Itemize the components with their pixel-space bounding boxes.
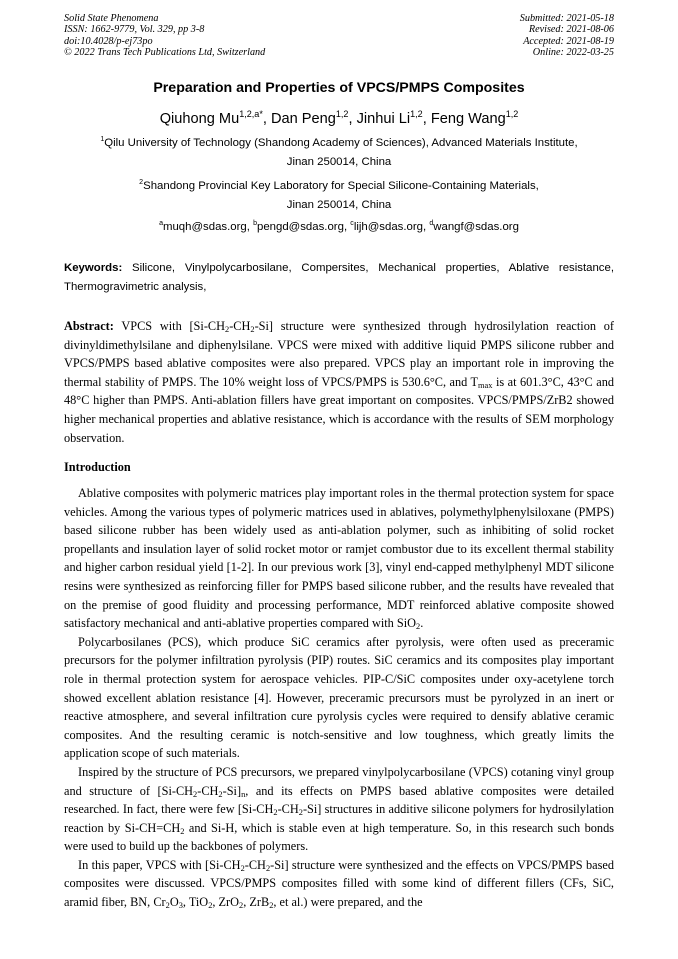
abstract-text: VPCS with $[Si-CH_2-CH_2-Si]$ structure were synthesized through hydrosilylation reaction of divinyldimethylsilane and diphenylsilane. VPCS were mixed with additive liquid PMPS silicone rubber and VPCS/PMPS based ablative composites were also prepared. VPCS play an important role in improving the thermal stability of PMPS. The 10% weight loss of VPCS/PMPS is 530.6°C, and $T_{max}$ is at 601.3°C, 43°C and 48°C higher than PMPS. Anti-ablation fillers have great important on composites. VPCS/PMPS/ZrB2 showed higher mechanical properties and ablative resistance, which is accordance with the results of SEM morphology observation. (64, 319, 614, 445)
author: Qiuhong $Mu^{1,2,a*}$, (159, 109, 271, 127)
author-sup: 1,2 (335, 109, 349, 120)
online-date: Online: 2022-03-25 (532, 46, 614, 58)
submitted-date: Submitted: 2021-05-18 (519, 13, 614, 24)
affiliation-city: Jinan 250014, China (286, 156, 392, 168)
keywords (64, 259, 614, 297)
affiliation-city: Jinan 250014, China (286, 199, 392, 211)
paragraph: Ablative composites with polymeric matrices play important roles in the thermal protection system for space vehicles. Among the various types of polymeric matrices used in ablatives, polymethylphenylsiloxane (PMPS) based silicone rubber has been widely used as anti-ablation polymer, such as inhibiting of solid rocket propellants and insulation layer of solid rocket motor or ramjet combustor due to its excellent thermal stability and higher carbon residual yield [1-2]. In our previous work [3], vinyl end-capped methylphenyl MDT silicone resins were synthesized as reinforcing filler for PMPS based silicone rubber, and the results have revealed that on the premise of good fluidity and processing performance, MDT reinforced ablative composite showed satisfactory mechanical and anti-ablative properties compared with SiO$_2$. (64, 486, 614, 632)
email[interactable]: $^d$wangf@sdas.org (429, 220, 519, 233)
abstract (64, 317, 614, 447)
paragraph: Inspired by the structure of PCS precursors, we prepared vinylpolycarbosilane (VPCS) cotaning vinyl group and structure of $[Si-CH_2-CH_2-Si]_n$, and its effects on PMPS based ablative composites were detailed researched. In fact, there were few $[Si-CH_2-CH_2-Si]$ structures in additive silicone polymers for hydrosilylation reaction by $Si-CH=CH_2$ and Si-H, which is stable even at high temperature. So, in this research such bonds were used to build up the backbones of polymers. (64, 764, 614, 854)
author-list (0, 111, 678, 127)
author (431, 111, 518, 127)
email-list: $^a$muqh@sdas.org, $^b$pengd@sdas.org, $^c$lijh@sdas.org, $^d$wangf@sdas.org (159, 220, 519, 233)
accepted-date: Accepted: 2021-08-19 (523, 35, 614, 47)
affiliation-line: Qilu University of Technology (Shandong Academy of Sciences), Advanced Materials Institute, (104, 137, 578, 149)
publication-dates (520, 13, 614, 58)
abstract-label: Abstract: (64, 319, 114, 333)
author-sup: 1,2 (410, 109, 423, 120)
email[interactable]: $^b$pengd@sdas.org (253, 220, 344, 233)
author: Jinhui Li$^{1,2}$, (356, 109, 431, 127)
affiliation-1 (0, 134, 678, 172)
introduction-text (64, 484, 614, 912)
keywords-label: Keywords: (64, 262, 123, 274)
affiliation-sup: 1 (100, 136, 105, 144)
journal-name: Solid State Phenomena (64, 13, 159, 24)
author-sup: 1,2,a* (239, 109, 263, 120)
issn-line: ISSN: 1662-9779, Vol. 329, pp 3-8 (64, 24, 205, 36)
email[interactable]: $^c$lijh@sdas.org (350, 220, 423, 233)
section-heading-introduction: Introduction (64, 460, 131, 474)
affiliation-line: Shandong Provincial Key Laboratory for Special Silicone-Containing Materials, (143, 180, 539, 192)
author-sup: 1,2 (505, 109, 519, 120)
author: Dan Peng$^{1,2}$, (270, 109, 357, 127)
keywords-text: Silicone, Vinylpolycarbosilane, Compersites, Mechanical properties, Ablative resistance, Thermogravimetric analysis, (64, 262, 615, 294)
email[interactable]: $^a$muqh@sdas.org (159, 220, 247, 233)
affiliation-sup: 2 (139, 179, 144, 187)
paper-title: Preparation and Properties of VPCS/PMPS Composites (153, 80, 525, 96)
journal-info (64, 13, 265, 58)
author-name: Jinhui Li (356, 111, 411, 127)
copyright-line: © 2022 Trans Tech Publications Ltd, Switzerland (64, 46, 266, 58)
paragraph: In this paper, VPCS with $[Si-CH_2-CH_2-Si]$ structure were synthesized and the effects on VPCS/PMPS based composites were discussed. VPCS/PMPS composites filled with some kind of different fillers (CFs, SiC, aramid fiber, BN, $Cr_2O_3$, TiO$_2$, ZrO$_2$, ZrB$_2$, et al.) were prepared, and the (64, 857, 614, 911)
revised-date: Revised: 2021-08-06 (528, 24, 614, 36)
doi-line: doi:10.4028/p-ej73po (64, 35, 153, 47)
author-name: Qiuhong Mu (159, 111, 240, 127)
affiliation-2 (0, 177, 678, 215)
paragraph: Polycarbosilanes (PCS), which produce SiC ceramics after pyrolysis, were often used as preceramic precursors for the polymer infiltration pyrolysis (PIP) routes. SiC ceramics and its composites play important role in thermal protection system for aerospace vehicles. PIP-C/SiC composites under oxy-acetylene torch showed excellent ablation resistance [4]. However, preceramic precursors must be pyrolyzed in an inert or reactive atmosphere, and several infiltration cure pyrolysis cycles were required to densify ablative ceramic composites. And the resulting ceramic is notch-sensitive and low toughness, which greatly limits the application scope of such materials. (64, 634, 614, 761)
author-name: Dan Peng (270, 111, 336, 127)
author-name: Feng Wang (430, 111, 506, 127)
